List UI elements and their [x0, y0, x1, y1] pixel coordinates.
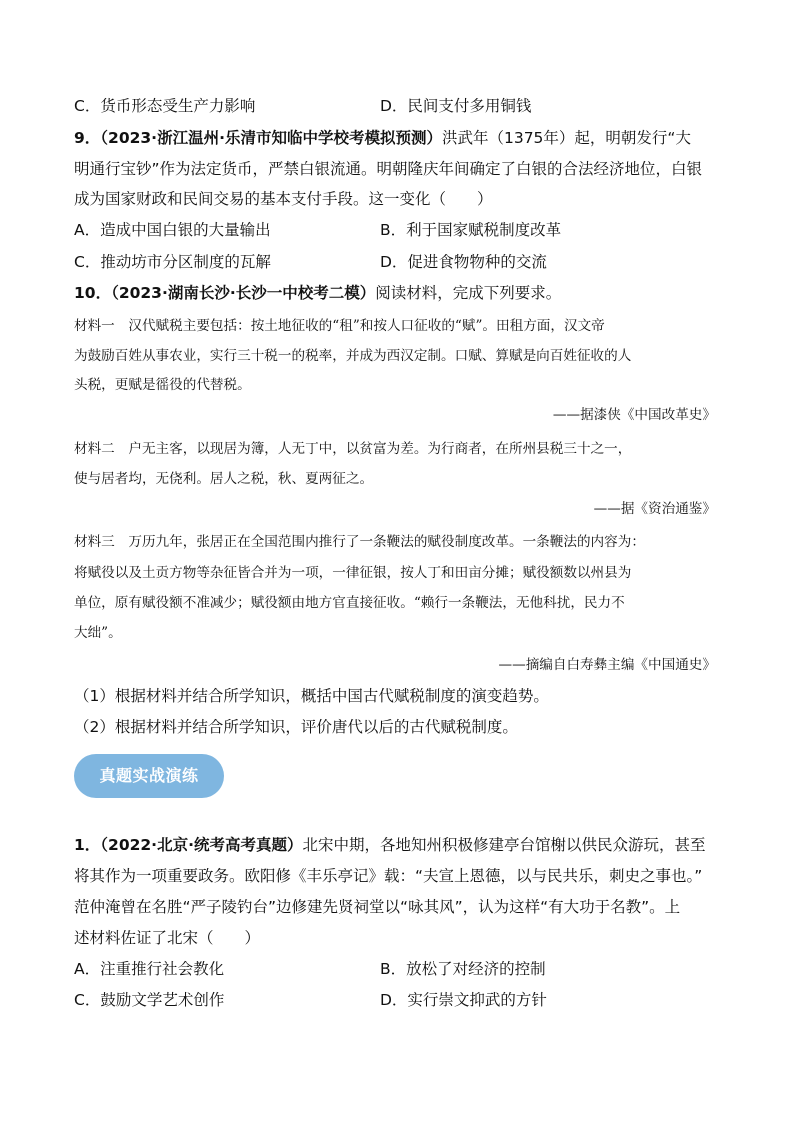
- q9-text: 洪武年（1375年）起，明朝发行“大: [441, 129, 691, 147]
- q9-stem-line2: 明通行宝钞”作为法定货币，严禁白银流通。明朝隆庆年间确定了白银的合法经济地位，白银: [74, 160, 703, 178]
- material2-line2: 使与居者均，无侥利。居人之税，秋、夏两征之。: [74, 471, 374, 487]
- s1-stem-line2: 将其作为一项重要政务。欧阳修《丰乐亭记》载：“夫宣上恩德，以与民共乐，刺史之事也。”: [74, 867, 703, 885]
- s1-stem-line1: [74, 835, 705, 855]
- material1-source: ——据漆侠《中国改革史》: [552, 407, 716, 423]
- q9-stem-line3: 成为国家财政和民间交易的基本支付手段。这一变化（ ）: [74, 190, 493, 208]
- q8-option-c[interactable]: C．货币形态受生产力影响: [74, 97, 256, 115]
- s1-stem-line4: 述材料佐证了北宋（ ）: [74, 929, 261, 947]
- q9-option-c[interactable]: C．推动坊市分区制度的瓦解: [74, 253, 271, 271]
- q10-source: （2023·湖南长沙·长沙一中校考二模）: [111, 284, 376, 302]
- q9-stem-line1: [74, 128, 691, 148]
- s1-text: 北宋中期，各地知州积极修建亭台馆榭以供民众游玩，甚至: [302, 836, 706, 854]
- material3-line3: 单位，原有赋役额不准减少；赋役额由地方官直接征收。“赖行一条鞭法，无他科扰，民力不: [74, 595, 625, 611]
- material1-line2: 为鼓励百姓从事农业，实行三十税一的税率，并成为西汉定制。口赋、算赋是向百姓征收的人: [74, 348, 632, 364]
- section-badge: 真题实战演练: [74, 754, 224, 798]
- material1-line1: 材料一 汉代赋税主要包括：按土地征收的“租”和按人口征收的“赋”。田租方面，汉文帝: [74, 318, 605, 334]
- material3-line4: 大绌”。: [74, 625, 122, 641]
- material2-line1: 材料二 户无主客，以现居为簿，人无丁中，以贫富为差。为行商者，在所州县税三十之一，: [74, 441, 632, 457]
- q10-stem: [74, 283, 561, 303]
- material3-line1: 材料三 万历九年，张居正在全国范围内推行了一条鞭法的赋役制度改革。一条鞭法的内容为：: [74, 534, 645, 550]
- q10-requirement-1: （1）根据材料并结合所学知识，概括中国古代赋税制度的演变趋势。: [74, 687, 549, 705]
- s1-option-d[interactable]: D．实行崇文抑武的方针: [380, 991, 547, 1009]
- material1-line3: 头税，更赋是徭役的代替税。: [74, 377, 251, 393]
- q9-option-d[interactable]: D．促进食物物种的交流: [380, 253, 547, 271]
- s1-option-b[interactable]: B．放松了对经济的控制: [380, 960, 546, 978]
- q10-requirement-2: （2）根据材料并结合所学知识，评价唐代以后的古代赋税制度。: [74, 718, 518, 736]
- s1-option-c[interactable]: C．鼓励文学艺术创作: [74, 991, 225, 1009]
- material3-line2: 将赋役以及土贡方物等杂征皆合并为一项，一律征银，按人丁和田亩分摊；赋役额数以州县为: [74, 565, 632, 581]
- material3-source: ——摘编自白寿彝主编《中国通史》: [498, 657, 716, 673]
- q9-source: （2023·浙江温州·乐清市知临中学校考模拟预测）: [100, 129, 442, 147]
- q9-option-a[interactable]: A．造成中国白银的大量输出: [74, 221, 271, 239]
- s1-option-a[interactable]: A．注重推行社会教化: [74, 960, 225, 978]
- q8-option-d[interactable]: D．民间支付多用铜钱: [380, 97, 532, 115]
- q9-option-b[interactable]: B．利于国家赋税制度改革: [380, 221, 562, 239]
- q9-number: 9．: [74, 129, 101, 147]
- s1-stem-line3: 范仲淹曾在名胜“严子陵钓台”边修建先贤祠堂以“咏其风”，认为这样“有大功于名教”。上: [74, 898, 681, 916]
- q10-prompt: 阅读材料，完成下列要求。: [375, 284, 562, 302]
- s1-number: 1．: [74, 836, 101, 854]
- q10-number: 10．: [74, 284, 112, 302]
- s1-source: （2022·北京·统考高考真题）: [100, 836, 303, 854]
- material2-source: ——据《资治通鉴》: [593, 501, 716, 517]
